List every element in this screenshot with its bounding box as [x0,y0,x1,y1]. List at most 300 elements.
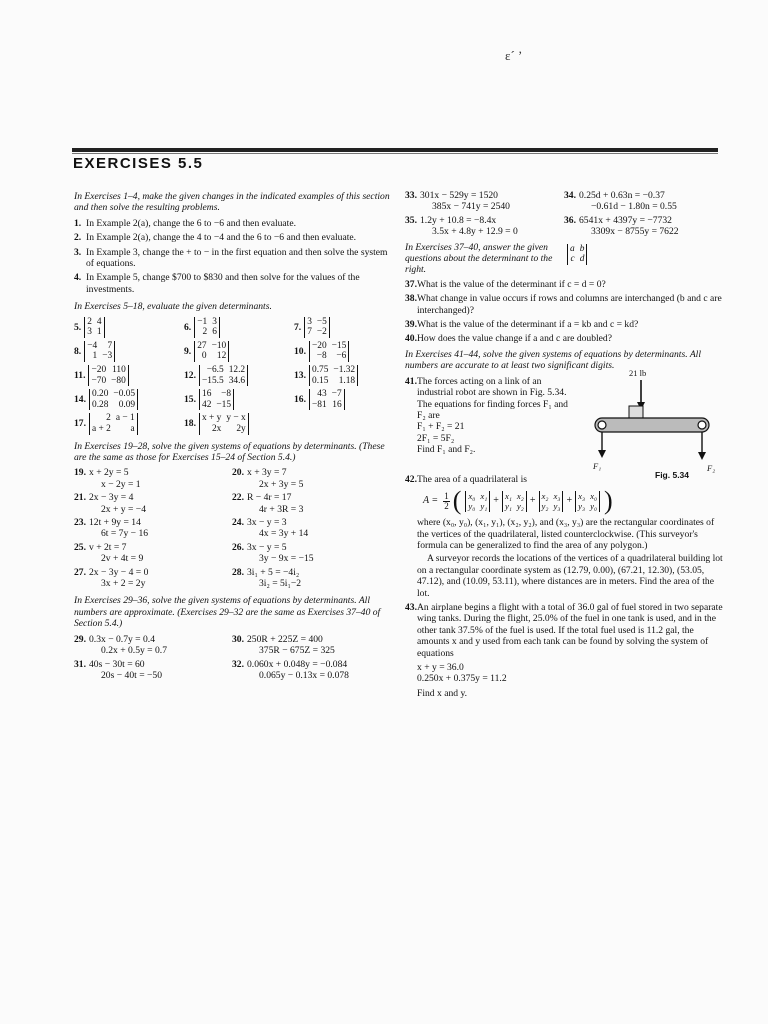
exercise-find: Find x and y. [417,687,468,699]
exercise-number: 29. [74,633,86,645]
equation-group [247,517,308,540]
equation-line: x + y = 36.0 [417,661,464,673]
force-f2-label: F₂ [707,462,716,473]
determinant-row [74,317,390,338]
determinant-exercise [184,365,294,386]
system-exercise [232,517,390,540]
determinant-exercise [184,389,294,410]
equation-line: 3y − 9x = −15 [259,553,314,565]
det-entry: 43 [317,389,327,400]
det-entry: 34.6 [228,375,246,386]
exercise-number: 10. [294,345,306,357]
det-entry: c [570,254,575,265]
pin-left [598,421,606,429]
det-entry: 0.20 [92,389,109,400]
exercise-number: 38. [405,293,417,305]
exercise-number: 43. [405,601,417,613]
exercise-text: What is the value of the determinant if a = kb and c = kd? [417,319,639,331]
load-label: 21 lb [629,367,647,378]
exercise-text: The area of a quadrilateral is [417,473,528,485]
equation-line: 2F₁ = 5F₂ [417,432,455,444]
exercise-number: 35. [405,214,417,226]
determinant [194,317,220,338]
instructions-29-36: In Exercises 29–36, solve the given systems of equations by determinants. All numbers are approximate. (Exercises 29–32 are the same as Exercises 37–40 of Section 5.4.) [74,595,381,630]
det-entry: 6 [212,327,217,338]
equation-group [247,659,349,682]
equation-line: 0.2x + 0.5y = 0.7 [101,645,167,657]
equation-line: 2v + 4t = 9 [101,553,144,565]
plus-sign: + [493,495,499,507]
equation-line: 0.250x + 0.375y = 11.2 [417,673,507,685]
system-exercise [405,215,564,238]
determinant-row [74,389,390,410]
equation-group [89,634,167,657]
fraction-numerator: 1 [444,490,449,501]
equation-line: v + 2t = 7 [89,541,127,553]
system-exercises-33-36 [405,190,723,238]
det-entry: −1 [197,316,208,327]
det-entry: −70 [91,375,107,386]
exercise-number: 12. [184,369,196,381]
formula-determinant [465,491,490,512]
exercise-number: 5. [74,321,82,333]
determinant [194,341,229,362]
det-entry: −10 [211,340,227,351]
surveyor-problem: A surveyor records the locations of the vertices of a quadrilateral building lot on a rectangular coordinate system as (12.79, 0.00), (67.21, 12.30), (53.05, 47.12), and (10.09, 53.11), where distances are in meters. Find the area of the lot. [417,553,723,599]
det-entry: 3 [307,316,312,327]
equation-line: 4r + 3R = 3 [259,503,304,515]
determinant-exercise [74,389,184,410]
det-entry: a [130,424,135,434]
equation-group [579,215,679,238]
exercise-text: How does the value change if a and c are doubled? [417,333,612,345]
instructions-41-44: In Exercises 41–44, solve the given systems of equations by determinants. All numbers are accurate to at least two significant digits. [405,348,702,372]
exercise-number: 39. [405,319,417,331]
det-entry: y₂ [516,501,524,512]
exercise-number: 18. [184,418,196,430]
exercise-text: In Example 3, change the + to − in the first equation and then solve the system of equations. [86,246,388,270]
det-entry: 2 [202,327,208,338]
exercise-number: 33. [405,190,417,201]
determinant [84,317,104,338]
equation-line: −0.61d − 1.80n = 0.55 [591,201,677,213]
force-f2-arrowhead [698,452,706,460]
exercise-43 [405,602,723,699]
determinant-exercise [74,341,184,362]
det-entry: −81 [312,399,327,410]
exercise-item [74,218,390,229]
formula-explanation: where (x₀, y₀), (x₁, y₁), (x₂, y₂), and (x₃, y₃) are the rectangular coordinates of the vertices of the quadrilateral, listed counterclockwise. (This surveyor's formula can be generalized to find the area of any polygon.) [417,517,715,551]
exercise-text: What is the value of the determinant if c = d = 0? [417,278,606,290]
det-entry: 16 [202,389,212,400]
equation-line: 1.2y + 10.8 = −8.4x [420,214,497,226]
system-exercise [564,190,723,213]
determinant [309,341,349,362]
system-exercise [74,467,232,490]
instructions-37-40-block [405,242,723,276]
exercise-text: In Example 5, change $700 to $830 and then solve for the values of the investments. [86,272,360,295]
equation-line: 12t + 9y = 14 [89,517,141,529]
det-entry: b [579,243,585,254]
scan-speck: ɛ´ ʼ [505,48,523,63]
system-row [74,467,390,490]
exercise-number: 25. [74,541,86,553]
system-exercise [74,542,232,565]
equation-line: 2x − 3y − 4 = 0 [89,566,149,578]
figure-5-34 [585,368,720,478]
force-f1-label: F₁ [593,460,602,471]
determinant-exercise [184,413,294,434]
det-entry: a [570,243,575,254]
equation-group [420,190,510,213]
exercise-item [405,333,723,344]
det-entry: −5 [316,316,327,327]
det-entry: 0.15 [312,375,329,386]
plus-sign: + [566,495,573,507]
exercise-number: 40. [405,333,417,345]
equation-line: 3x − y = 3 [247,517,287,529]
exercise-number: 2. [74,232,82,244]
system-exercise [232,542,390,565]
determinant-row [74,341,390,362]
determinant [89,413,138,434]
system-exercises-19-28 [74,467,390,589]
system-row [74,517,390,540]
exercise-number: 27. [74,566,86,578]
exercise-number: 32. [232,658,244,670]
equation-line: 3309x − 8755y = 7622 [591,226,679,238]
exercise-text: The forces acting on a link of an industrial robot are shown in Fig. 5.34. The equations for finding forces F₁ and F₂ are [417,375,568,421]
det-entry: −2 [316,327,327,338]
exercise-number: 42. [405,473,417,485]
determinant [304,317,330,338]
equation-line: 3.5x + 4.8y + 12.9 = 0 [432,226,518,238]
exercise-item [74,232,390,243]
equation-line: 4x = 3y + 14 [259,528,309,540]
equation-line: 40s − 30t = 60 [89,658,145,670]
exercise-list-1-4 [74,218,390,295]
det-entry: 42 [202,399,212,410]
exercise-number: 7. [294,321,302,333]
equation-group [89,659,162,682]
exercise-text: In Example 2(a), change the 6 to −6 and then evaluate. [86,217,296,229]
exercise-number: 3. [74,246,82,258]
det-entry: y − x [226,413,246,424]
det-entry: x₀ [468,490,476,501]
det-entry: a − 1 [115,413,135,424]
determinant-exercise [74,413,184,434]
det-entry: 2x [211,424,222,434]
exercise-number: 36. [564,214,576,226]
equation-line: 385x − 741y = 2540 [432,201,510,213]
equation-group [247,467,303,490]
det-entry: y₁ [480,501,488,512]
exercise-number: 1. [74,217,82,229]
det-entry: 4 [96,316,102,327]
det-entry: −6 [336,351,347,362]
det-entry: −1.32 [333,365,356,376]
equation-line: 6t = 7y − 16 [101,528,149,540]
pin-right [698,421,706,429]
exercise-number: 17. [74,418,86,430]
det-entry: y₁ [504,501,512,512]
det-entry: 16 [332,399,342,410]
det-entry: y₀ [468,501,476,512]
det-entry: x₂ [541,490,549,501]
det-entry: 7 [107,340,113,351]
exercise-number: 21. [74,492,86,504]
force-f1-arrowhead [598,450,606,458]
determinant [199,413,249,434]
det-entry: 0.09 [118,399,136,410]
det-entry: x₁ [504,490,512,501]
det-entry: d [579,254,585,265]
instructions-1-4: In Exercises 1–4, make the given changes in the indicated examples of this section and then solve the resulting problems. [74,191,390,214]
equation-line: 2x + y = −4 [101,503,147,515]
det-entry: x₀ [590,490,598,501]
determinant [199,389,234,410]
exercise-number: 20. [232,467,244,479]
system-exercise [74,634,232,657]
det-entry: −3 [102,351,113,362]
det-entry: 110 [112,365,126,376]
exercise-number: 8. [74,345,82,357]
fraction-denominator: 2 [444,500,449,511]
system-exercise [232,659,390,682]
det-entry: 1 [96,327,102,338]
system-exercise [232,567,390,590]
determinant-row [74,365,390,386]
system-row [74,659,390,682]
equation-line: x + 2y = 5 [89,467,129,479]
instructions-5-18: In Exercises 5–18, evaluate the given determinants. [74,301,272,313]
exercise-number: 22. [232,492,244,504]
det-entry: −15 [216,399,232,410]
equation-line: 250R + 225Z = 400 [247,633,323,645]
system-row [74,634,390,657]
system-row [405,215,723,238]
surveyor-formula [423,488,723,514]
exercise-number: 16. [294,394,306,406]
equation-line: 6541x + 4397y = −7732 [579,214,672,226]
formula-determinant [575,491,600,512]
equation-line: x − 2y = 1 [101,478,141,490]
determinant-exercise [74,317,184,338]
determinant [199,365,248,386]
equation-line: 3x + 2 = 2y [101,578,146,590]
equation-group [420,215,518,238]
det-entry: y₃ [553,501,561,512]
exercise-list-37-40 [405,279,723,345]
determinant [84,341,115,362]
det-entry: y₀ [590,501,598,512]
exercise-number: 9. [184,345,192,357]
det-entry: 1 [92,351,98,362]
exercise-number: 26. [232,541,244,553]
equation-line: 0.3x − 0.7y = 0.4 [89,633,155,645]
right-paren: ) [604,486,613,516]
exercise-number: 15. [184,394,196,406]
det-entry: 12 [216,351,227,362]
system-row [74,567,390,590]
equation-line: R − 4r = 17 [247,492,292,504]
det-entry: −15.5 [202,375,224,386]
header-rule-thin [72,153,718,154]
equation-line: 0.060x + 0.048y = −0.084 [247,658,348,670]
exercise-number: 19. [74,467,86,479]
exercise-item [405,293,723,316]
exercise-number: 11. [74,369,86,381]
exercise-number: 4. [74,272,82,284]
det-entry: x₃ [578,490,586,501]
det-entry: a + 2 [92,424,111,434]
system-exercises-29-32 [74,634,390,682]
equation-line: 2x + 3y = 5 [259,478,304,490]
equation-line: 3x − y = 5 [247,541,287,553]
det-entry: −7 [331,389,342,400]
determinant [309,389,345,410]
determinant-row [74,413,390,434]
exercise-item [405,279,723,290]
equation-group [89,542,143,565]
equation-line: 3i₁ + 5 = −4i₂ [247,566,300,578]
robot-link-bar [595,418,709,432]
header-rule [72,148,718,152]
equation-group [89,492,146,515]
det-entry: y₃ [578,501,586,512]
determinant-exercises [74,317,390,435]
equation-line: 2x − 3y = 4 [89,492,134,504]
determinant-exercise [294,341,390,362]
exercise-text: In Example 2(a), change the 4 to −4 and the 6 to −6 and then evaluate. [86,232,357,244]
det-entry: x₃ [553,490,561,501]
plus-sign: + [529,495,536,507]
exercise-number: 23. [74,517,86,529]
exercise-number: 41. [405,375,417,387]
det-entry: −80 [111,375,126,386]
det-entry: −15 [331,340,347,351]
formula-lhs: A = [423,495,439,507]
det-entry: −8 [316,351,327,362]
equation-line: 20s − 40t = −50 [101,669,163,681]
one-half-fraction [443,492,450,511]
exercise-number: 24. [232,517,244,529]
abcd-determinant [567,244,587,265]
determinant [309,365,358,386]
figure-caption: Fig. 5.34 [655,469,690,480]
exercise-number: 31. [74,658,86,670]
det-entry: x + y [202,413,222,424]
det-entry: 7 [307,327,312,338]
equation-line: 0.065y − 0.13x = 0.078 [259,669,349,681]
det-entry: 1.18 [338,375,356,386]
exercise-item [74,272,390,295]
det-entry: 2 [87,316,92,327]
determinant [88,365,128,386]
determinant-exercise [184,341,294,362]
det-entry: 12.2 [228,365,246,376]
exercise-item [74,247,390,270]
system-exercise [564,215,723,238]
exercise-number: 6. [184,321,192,333]
det-entry: x₁ [480,490,488,501]
robot-link-diagram [585,378,720,476]
equation-group [89,567,148,590]
exercise-number: 37. [405,278,417,290]
equation-line: 3i₂ = 5i₁−2 [259,578,302,590]
determinant-exercise [184,317,294,338]
equation-group [247,492,303,515]
exercise-number: 14. [74,394,86,406]
det-entry: −6.5 [206,365,224,376]
equation-group [247,567,301,590]
equation-line: x + 3y = 7 [247,467,287,479]
det-entry: 3 [212,316,217,327]
exercise-number: 30. [232,633,244,645]
formula-determinants [462,491,603,512]
det-entry: 3 [87,327,92,338]
right-column [405,190,723,702]
formula-determinant [539,491,564,512]
determinant-exercise [294,365,390,386]
det-entry: 0 [201,351,207,362]
exercise-text: An airplane begins a flight with a total of 36.0 gal of fuel stored in two separate wing tanks. During the flight, 25.0% of the fuel in one tank is used, and in the other tank 37.5% of the fuel is used. If the total fuel used is 11.2 gal, the amounts x and y used from each tank can be found by solving the system of equations [417,601,723,659]
equation-group [89,517,148,540]
det-entry: −4 [87,340,98,351]
system-exercise [74,567,232,590]
det-entry: −20 [312,340,327,351]
system-exercise [232,492,390,515]
left-paren: ( [452,486,462,516]
determinant-exercise [294,317,390,338]
page-title: EXERCISES 5.5 [73,155,204,172]
system-row [74,492,390,515]
det-entry: y₂ [541,501,549,512]
system-row [74,542,390,565]
det-entry: x₂ [516,490,524,501]
formula-determinant [502,491,527,512]
det-entry: −8 [221,389,232,400]
equation-line: F₁ + F₂ = 21 [417,421,465,433]
instructions-19-28: In Exercises 19–28, solve the given systems of equations by determinants. (These are the same as those for Exercises 15–24 of Section 5.4.) [74,440,385,463]
exercise-item [405,319,723,330]
equation-group [247,542,314,565]
exercise-find: Find F₁ and F₂. [417,444,476,456]
equation-line: 0.25d + 0.63n = −0.37 [579,190,665,201]
equation-group [247,634,335,657]
system-exercise [232,467,390,490]
exercise-number: 13. [294,369,306,381]
instructions-37-40: In Exercises 37–40, answer the given questions about the determinant to the right. [405,241,553,276]
exercise-number: 34. [564,190,576,201]
det-entry: 0.28 [92,399,109,410]
system-exercise [405,190,564,213]
det-entry: 2 [106,413,111,424]
system-exercise [232,634,390,657]
system-exercise [74,492,232,515]
determinant [89,389,138,410]
det-entry: 2y [236,424,246,434]
equation-group [579,190,677,213]
det-entry: −0.05 [113,389,136,400]
det-entry: −20 [91,365,107,376]
system-exercise [74,517,232,540]
system-row [405,190,723,213]
exercise-text: What change in value occurs if rows and columns are interchanged (b and c are interchanged)? [417,293,722,316]
determinant-exercise [74,365,184,386]
determinant-exercise [294,389,390,410]
det-entry: 27 [197,340,207,351]
